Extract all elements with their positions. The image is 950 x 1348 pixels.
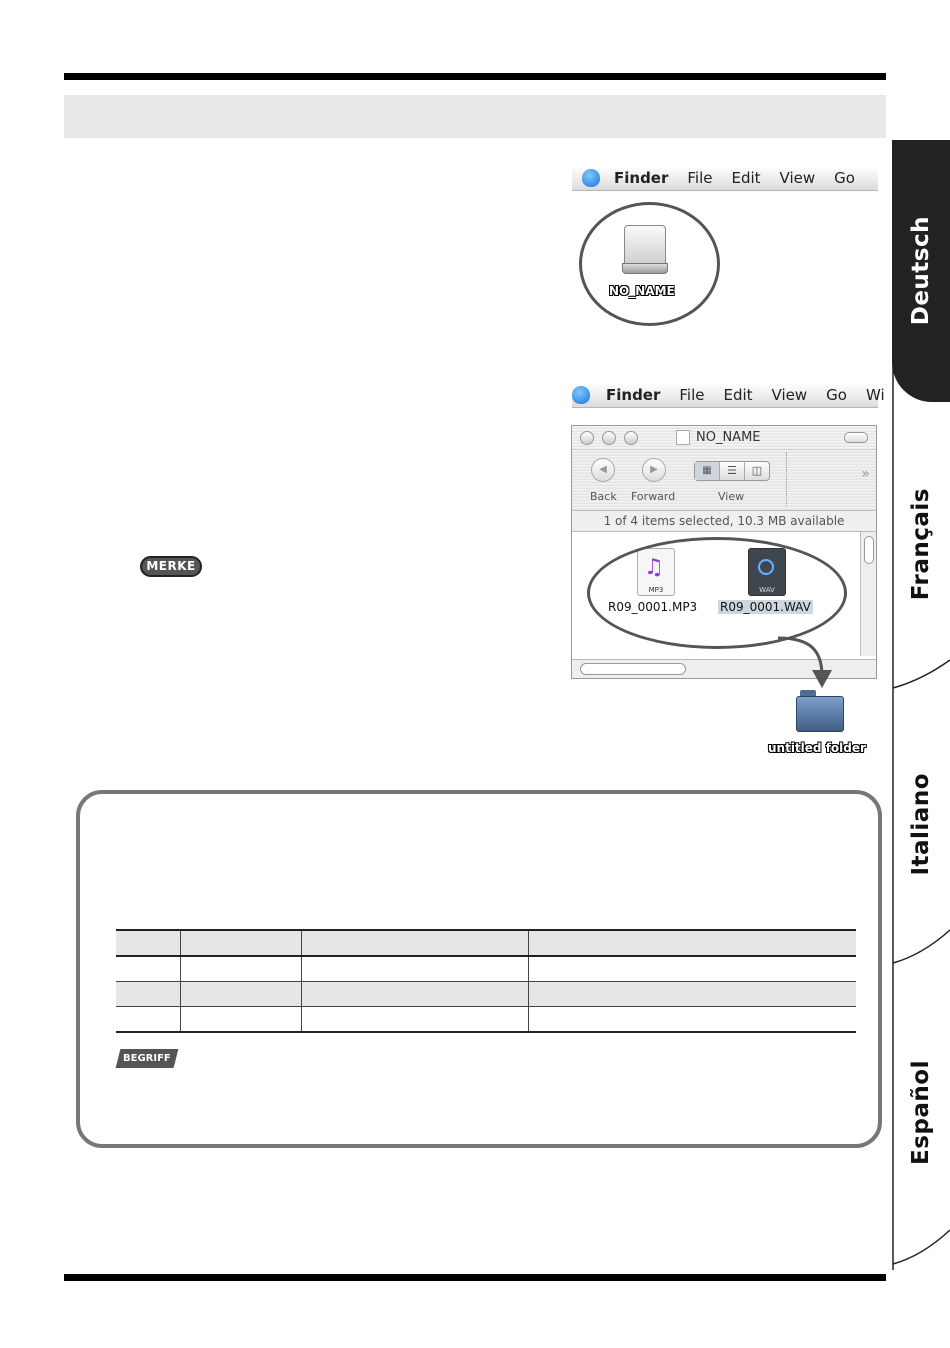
- forward-label: Forward: [631, 490, 676, 503]
- forward-button[interactable]: ▶: [642, 458, 666, 482]
- list-view-icon[interactable]: ☰: [720, 462, 745, 480]
- section-heading-band: [64, 95, 886, 138]
- folder-label: untitled folder: [768, 741, 866, 755]
- table-row: [116, 982, 856, 1007]
- menu-edit[interactable]: Edit: [731, 169, 761, 187]
- minimize-button[interactable]: [602, 431, 616, 445]
- status-bar: 1 of 4 items selected, 10.3 MB available: [572, 511, 876, 532]
- removable-drive-icon[interactable]: [620, 225, 670, 275]
- wav-file-label[interactable]: R09_0001.WAV: [720, 600, 811, 614]
- menu-go[interactable]: Go: [826, 386, 847, 404]
- tab-espanol-label: Español: [908, 1059, 934, 1165]
- begriff-label: BEGRIFF: [123, 1053, 171, 1064]
- menu-window[interactable]: Wi: [865, 386, 885, 404]
- finder-menubar-2: [572, 383, 885, 408]
- language-tabs: [892, 140, 950, 1270]
- table-row: [116, 956, 856, 982]
- menu-view[interactable]: View: [771, 386, 808, 404]
- view-switcher[interactable]: [694, 461, 770, 481]
- zoom-button[interactable]: [624, 431, 638, 445]
- folder-icon[interactable]: [796, 690, 844, 730]
- tab-italiano-label: Italiano: [908, 773, 934, 876]
- back-label: Back: [590, 490, 617, 503]
- menu-file[interactable]: File: [687, 169, 713, 187]
- mp3-file-label[interactable]: R09_0001.MP3: [608, 600, 698, 614]
- menu-edit[interactable]: Edit: [723, 386, 753, 404]
- merke-badge: MERKE: [140, 556, 202, 577]
- close-button[interactable]: [580, 431, 594, 445]
- menu-file[interactable]: File: [679, 386, 705, 404]
- column-view-icon[interactable]: ◫: [751, 464, 763, 477]
- hscroll-thumb[interactable]: [580, 663, 686, 675]
- back-button[interactable]: ◀: [591, 458, 615, 482]
- drive-label: NO_NAME: [609, 284, 675, 298]
- format-table: [116, 929, 856, 1033]
- folder-title-icon: [676, 430, 690, 445]
- scroll-thumb[interactable]: [864, 536, 874, 564]
- menu-finder[interactable]: Finder: [614, 169, 669, 187]
- top-rule: [64, 73, 886, 80]
- begriff-badge: [116, 1049, 179, 1068]
- menu-go[interactable]: Go: [834, 169, 855, 187]
- window-titlebar[interactable]: [572, 426, 876, 449]
- mp3-badge: MP3: [648, 586, 664, 594]
- tab-deutsch-label: Deutsch: [908, 216, 934, 326]
- music-note-icon: ♫: [644, 555, 664, 580]
- view-label: View: [718, 490, 745, 503]
- tab-francais-label: Français: [908, 488, 934, 601]
- tab-dividers: [892, 140, 950, 1270]
- icon-view-icon[interactable]: ▦: [695, 462, 720, 480]
- window-toolbar: [572, 449, 876, 511]
- toolbar-toggle-button[interactable]: [844, 432, 868, 443]
- toolbar-divider: [786, 452, 787, 506]
- apple-icon[interactable]: [582, 169, 600, 187]
- vertical-scrollbar[interactable]: [860, 532, 876, 656]
- table-header-row: [116, 930, 856, 956]
- menu-view[interactable]: View: [779, 169, 816, 187]
- bottom-rule: [64, 1274, 886, 1281]
- menu-finder[interactable]: Finder: [606, 386, 661, 404]
- finder-menubar-1: [572, 166, 878, 191]
- window-title: NO_NAME: [696, 430, 761, 445]
- wav-badge: WAV: [759, 586, 775, 594]
- overflow-chevron-icon[interactable]: »: [861, 466, 870, 482]
- table-row: [116, 1007, 856, 1033]
- apple-icon[interactable]: [572, 386, 590, 404]
